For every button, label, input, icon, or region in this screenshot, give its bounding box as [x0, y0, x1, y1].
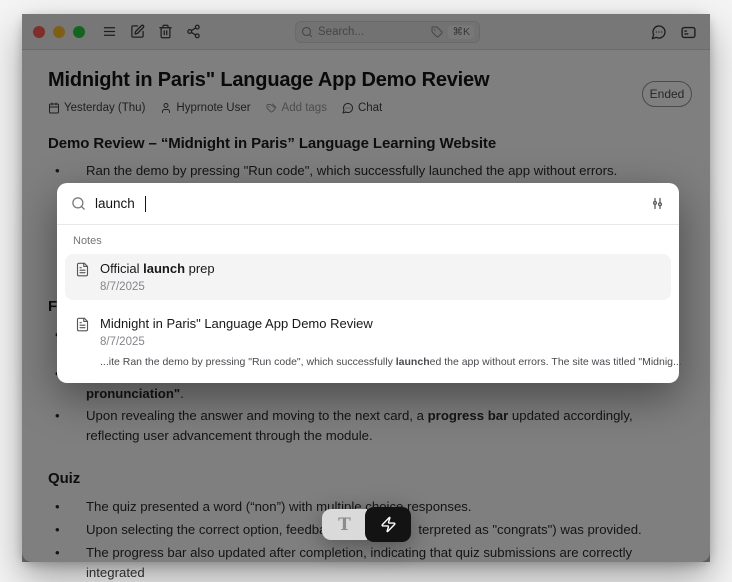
lightning-bolt-icon	[380, 516, 397, 533]
search-query-text: launch	[95, 196, 135, 211]
result-title: Midnight in Paris" Language App Demo Review	[100, 316, 373, 331]
text-cursor	[145, 196, 147, 212]
text-format-button[interactable]	[322, 509, 367, 540]
result-date: 8/7/2025	[100, 336, 145, 348]
result-title: Official launch prep	[100, 261, 215, 276]
search-filter-button[interactable]	[650, 196, 665, 211]
floating-toolbar	[322, 507, 411, 542]
search-result-midnight-in-paris[interactable]	[65, 309, 682, 375]
search-result-official-launch-prep[interactable]	[65, 254, 671, 300]
bullet-quiz-progress: • integrated	[52, 543, 676, 582]
results-group-label: Notes	[73, 235, 102, 247]
file-text-icon	[75, 262, 90, 293]
search-icon	[71, 196, 86, 211]
result-date: 8/7/2025	[100, 281, 145, 293]
app-window	[22, 14, 710, 580]
sliders-icon	[650, 196, 665, 211]
result-snippet: ...ite Ran the demo by pressing "Run code", which successfully launched the app without errors. The site was titled "Midnig...	[100, 356, 682, 368]
result-text	[100, 316, 682, 368]
search-dialog-input[interactable]	[57, 183, 679, 225]
result-text	[100, 261, 215, 293]
serif-t-icon: T	[338, 514, 351, 535]
search-dialog	[57, 183, 682, 383]
file-text-icon	[75, 317, 90, 368]
ai-enhance-button[interactable]	[365, 507, 411, 542]
